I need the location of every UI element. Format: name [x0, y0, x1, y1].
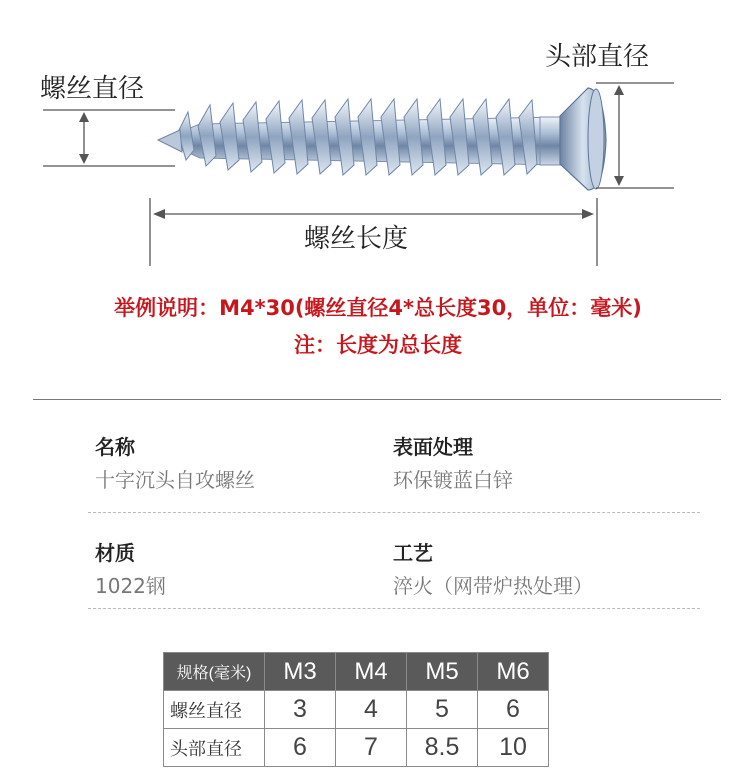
spec-divider	[88, 608, 700, 609]
spec-process-value: 淬火（网带炉热处理）	[393, 574, 593, 598]
table-cell: 7	[336, 729, 407, 767]
screw-neck	[540, 117, 562, 165]
table-header-row	[164, 653, 549, 691]
spec-material-title: 材质	[95, 541, 135, 565]
head-diameter-dimension	[596, 83, 674, 188]
table-header-cell: M5	[407, 653, 478, 691]
spec-process-title: 工艺	[393, 541, 433, 565]
screw-head-face	[588, 89, 604, 189]
table-header-cell: 规格(毫米)	[164, 653, 265, 691]
spec-divider	[88, 512, 700, 513]
table-cell: 8.5	[407, 729, 478, 767]
spec-surface-value: 环保镀蓝白锌	[393, 468, 513, 492]
length-note: 注：长度为总长度	[294, 333, 462, 357]
table-cell: 5	[407, 691, 478, 729]
table-row	[164, 691, 549, 729]
size-table	[163, 652, 549, 767]
spec-material-value: 1022钢	[95, 574, 166, 598]
spec-name-value: 十字沉头自攻螺丝	[95, 468, 255, 492]
table-header-cell: M4	[336, 653, 407, 691]
table-cell: 4	[336, 691, 407, 729]
screw-diagram	[0, 0, 756, 290]
section-divider	[33, 399, 721, 400]
table-cell: 10	[478, 729, 549, 767]
table-row	[164, 729, 549, 767]
example-note: 举例说明：M4*30(螺丝直径4*总长度30，单位：毫米)	[114, 296, 642, 320]
screw-length-label: 螺丝长度	[304, 224, 409, 254]
table-cell: 3	[265, 691, 336, 729]
table-header-cell: M6	[478, 653, 549, 691]
table-cell: 6	[265, 729, 336, 767]
thread-diameter-label: 螺丝直径	[40, 74, 145, 104]
spec-name-title: 名称	[95, 435, 135, 459]
thread-diameter-dimension	[43, 110, 175, 166]
screw-tip	[158, 130, 182, 152]
table-header-cell: M3	[265, 653, 336, 691]
table-row-label: 头部直径	[164, 729, 265, 767]
head-diameter-label: 头部直径	[545, 42, 650, 72]
table-row-label: 螺丝直径	[164, 691, 265, 729]
spec-surface-title: 表面处理	[393, 435, 473, 459]
table-cell: 6	[478, 691, 549, 729]
